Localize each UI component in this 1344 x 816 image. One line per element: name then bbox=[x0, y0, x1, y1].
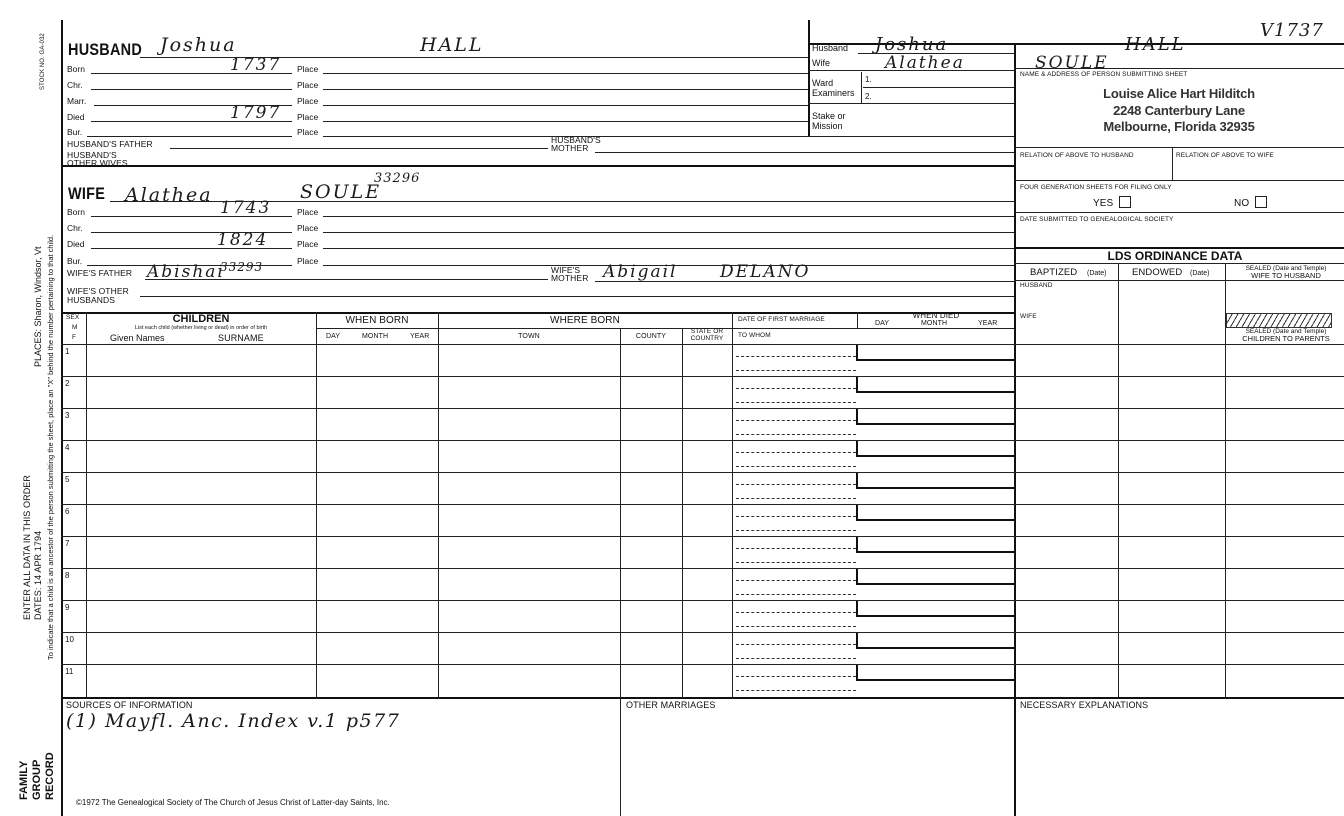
ancestor-instruction: To indicate that a child is an ancestor of the person submitting the sheet, place an "X" behind the number pertaining to that child. bbox=[46, 234, 55, 660]
husband-born-date: 1737 bbox=[230, 55, 282, 75]
husband-marr-label: Marr. bbox=[67, 96, 87, 106]
husband-other-wives-label: HUSBAND'S OTHER WIVES bbox=[67, 150, 128, 169]
explanations-label: NECESSARY EXPLANATIONS bbox=[1020, 700, 1149, 710]
endowed-label: ENDOWED bbox=[1132, 267, 1183, 278]
marriage-date-line bbox=[736, 580, 856, 581]
four-gen-label: FOUR GENERATION SHEETS FOR FILING ONLY bbox=[1020, 184, 1172, 191]
marriage-date-line bbox=[736, 388, 856, 389]
wife-died-place-label: Place bbox=[297, 239, 319, 249]
when-died-field[interactable] bbox=[856, 409, 1014, 425]
header-husband-given: Joshua bbox=[875, 34, 949, 55]
state-label: STATE OR COUNTRY bbox=[690, 328, 724, 342]
to-whom-line bbox=[736, 626, 856, 627]
relation-husband-label: RELATION OF ABOVE TO HUSBAND bbox=[1020, 152, 1134, 159]
wife-father-ref: 33293 bbox=[220, 260, 264, 274]
endowed-date-label: (Date) bbox=[1190, 270, 1210, 277]
row-number: 6 bbox=[65, 507, 70, 516]
wife-label: WIFE bbox=[68, 184, 106, 203]
row-number: 9 bbox=[65, 603, 70, 612]
when-died-field[interactable] bbox=[856, 345, 1014, 361]
record-title-1: FAMILY bbox=[18, 760, 30, 800]
sex-label: SEX bbox=[66, 314, 80, 321]
wife-ref: 33296 bbox=[374, 171, 421, 186]
first-marriage-label: DATE OF FIRST MARRIAGE bbox=[738, 316, 825, 323]
when-died-field[interactable] bbox=[856, 665, 1014, 681]
wife-died-label: Died bbox=[67, 239, 85, 249]
wife-chr-place-label: Place bbox=[297, 223, 319, 233]
sealed-wife-label: SEALED (Date and Temple) WIFE TO HUSBAND bbox=[1245, 265, 1327, 281]
when-died-field[interactable] bbox=[856, 377, 1014, 393]
wife-given-name: Alathea bbox=[125, 184, 213, 206]
husband-father-label: HUSBAND'S FATHER bbox=[67, 139, 153, 149]
to-whom-line bbox=[736, 370, 856, 371]
baptized-date-label: (Date) bbox=[1087, 270, 1107, 277]
stake-label: Stake or bbox=[812, 111, 846, 121]
when-died-field[interactable] bbox=[856, 473, 1014, 489]
sources-text: (1) Mayfl. Anc. Index v.1 p577 bbox=[66, 710, 401, 732]
when-died-field[interactable] bbox=[856, 505, 1014, 521]
to-whom-line bbox=[736, 690, 856, 691]
row-number: 2 bbox=[65, 379, 70, 388]
other-marriages-label: OTHER MARRIAGES bbox=[626, 700, 716, 710]
wife-father-name: Abishai bbox=[147, 262, 225, 282]
husband-chr-label: Chr. bbox=[67, 80, 83, 90]
sex-f-label: F bbox=[72, 334, 77, 341]
row-number: 3 bbox=[65, 411, 70, 420]
mission-label: Mission bbox=[812, 121, 843, 131]
children-subtitle: List each child (whether living or dead) in order of birth bbox=[134, 325, 268, 331]
stock-number: STOCK NO. GA-032 bbox=[40, 33, 46, 90]
husband-bur-place-label: Place bbox=[297, 127, 319, 137]
surname-label: SURNAME bbox=[218, 333, 264, 343]
wife-died-date: 1824 bbox=[217, 230, 269, 250]
died-year-label: YEAR bbox=[978, 320, 998, 327]
row-number: 8 bbox=[65, 571, 70, 580]
wife-born-place-label: Place bbox=[297, 207, 319, 217]
to-whom-line bbox=[736, 434, 856, 435]
marriage-date-line bbox=[736, 548, 856, 549]
given-names-label: Given Names bbox=[110, 333, 165, 343]
baptized-label: BAPTIZED bbox=[1030, 267, 1078, 278]
to-whom-line bbox=[736, 658, 856, 659]
header-wife-surname: SOULE bbox=[1035, 53, 1109, 73]
to-whom-label: TO WHOM bbox=[738, 332, 771, 339]
sex-m-label: M bbox=[72, 324, 78, 331]
submitter-street: 2248 Canterbury Lane bbox=[1113, 103, 1245, 118]
husband-died-date: 1797 bbox=[230, 103, 282, 123]
died-day-label: DAY bbox=[875, 320, 890, 327]
submitter-city: Melbourne, Florida 32935 bbox=[1103, 119, 1255, 134]
when-died-field[interactable] bbox=[856, 633, 1014, 649]
husband-bur-label: Bur. bbox=[67, 127, 83, 137]
lds-wife-label: WIFE bbox=[1020, 313, 1037, 320]
husband-born-label: Born bbox=[67, 64, 85, 74]
marriage-date-line bbox=[736, 516, 856, 517]
wife-mother-label: WIFE'S MOTHER bbox=[551, 265, 589, 284]
county-label: COUNTY bbox=[635, 333, 667, 340]
lds-husband-label: HUSBAND bbox=[1020, 282, 1053, 289]
examiners-label: Examiners bbox=[812, 88, 855, 98]
submitter-name: Louise Alice Hart Hilditch bbox=[1103, 86, 1255, 101]
places-note: PLACES: Sharon, Windsor, Vt bbox=[33, 246, 43, 367]
wife-surname: SOULE bbox=[300, 181, 382, 203]
record-title-3: RECORD bbox=[44, 752, 56, 800]
ward-line-1: 1. bbox=[865, 75, 872, 84]
marriage-date-line bbox=[736, 452, 856, 453]
wife-mother-surname: DELANO bbox=[720, 262, 811, 282]
died-month-label: MONTH bbox=[921, 320, 948, 327]
when-died-label: WHEN DIED bbox=[912, 311, 960, 320]
town-label: TOWN bbox=[518, 333, 540, 340]
to-whom-line bbox=[736, 402, 856, 403]
dates-note: DATES: 14 APR 1794 bbox=[33, 530, 43, 620]
header-husband-label: Husband bbox=[812, 43, 849, 53]
husband-label: HUSBAND bbox=[68, 40, 143, 59]
header-wife-given: Alathea bbox=[885, 53, 965, 73]
row-number: 7 bbox=[65, 539, 70, 548]
sealed-hatch bbox=[1226, 313, 1332, 328]
born-day-label: DAY bbox=[326, 333, 341, 340]
to-whom-line bbox=[736, 498, 856, 499]
row-number: 5 bbox=[65, 475, 70, 484]
yes-checkbox[interactable] bbox=[1119, 196, 1131, 208]
wife-bur-label: Bur. bbox=[67, 256, 83, 266]
sources-label: SOURCES OF INFORMATION bbox=[66, 700, 193, 710]
header-divider bbox=[808, 20, 810, 136]
when-died-field[interactable] bbox=[856, 601, 1014, 617]
row-number: 1 bbox=[65, 347, 70, 356]
born-month-label: MONTH bbox=[362, 333, 389, 340]
wife-other-husbands-label: WIFE'S OTHER HUSBANDS bbox=[67, 286, 129, 306]
enter-order-note: ENTER ALL DATA IN THIS ORDER bbox=[22, 475, 32, 620]
husband-bottom-rule bbox=[61, 165, 1014, 167]
marriage-date-line bbox=[736, 356, 856, 357]
marriage-date-line bbox=[736, 644, 856, 645]
row-number: 4 bbox=[65, 443, 70, 452]
wife-born-label: Born bbox=[67, 207, 85, 217]
husband-marr-place-label: Place bbox=[297, 96, 319, 106]
wife-chr-label: Chr. bbox=[67, 223, 83, 233]
husband-died-label: Died bbox=[67, 112, 85, 122]
when-died-field[interactable] bbox=[856, 441, 1014, 457]
husband-surname: HALL bbox=[420, 34, 484, 56]
husband-died-place-label: Place bbox=[297, 112, 319, 122]
header-wife-label: Wife bbox=[812, 58, 830, 68]
wife-bur-place-label: Place bbox=[297, 256, 319, 266]
husband-mother-label: HUSBAND'S MOTHER bbox=[551, 135, 601, 154]
children-bottom-rule bbox=[61, 697, 1344, 699]
marriage-date-line bbox=[736, 676, 856, 677]
lds-title: LDS ORDINANCE DATA bbox=[1107, 249, 1243, 263]
wife-mother-name: Abigail bbox=[603, 262, 678, 282]
submitter-label: NAME & ADDRESS OF PERSON SUBMITTING SHEET bbox=[1020, 71, 1188, 78]
no-checkbox[interactable] bbox=[1255, 196, 1267, 208]
marriage-date-line bbox=[736, 420, 856, 421]
relation-wife-label: RELATION OF ABOVE TO WIFE bbox=[1176, 152, 1274, 159]
children-title: CHILDREN bbox=[172, 313, 230, 325]
ward-label: Ward bbox=[812, 78, 834, 88]
to-whom-line bbox=[736, 594, 856, 595]
yes-label: YES bbox=[1093, 198, 1114, 209]
marriage-date-line bbox=[736, 612, 856, 613]
sealed-children-label: SEALED (Date and Temple) CHILDREN TO PARENTS bbox=[1242, 328, 1330, 344]
header-husband-surname: HALL bbox=[1125, 34, 1186, 55]
where-born-label: WHERE BORN bbox=[550, 315, 620, 326]
when-born-label: WHEN BORN bbox=[345, 315, 409, 326]
copyright: ©1972 The Genealogical Society of The Church of Jesus Christ of Latter-day Saints, Inc. bbox=[76, 798, 390, 807]
husband-given-name: Joshua bbox=[160, 34, 237, 56]
husband-chr-place-label: Place bbox=[297, 80, 319, 90]
to-whom-line bbox=[736, 562, 856, 563]
row-number: 11 bbox=[65, 667, 74, 676]
wife-born-date: 1743 bbox=[220, 198, 272, 218]
when-died-field[interactable] bbox=[856, 537, 1014, 553]
wife-father-label: WIFE'S FATHER bbox=[67, 268, 133, 278]
to-whom-line bbox=[736, 530, 856, 531]
corner-mark: V1737 bbox=[1260, 20, 1324, 41]
husband-born-place-label: Place bbox=[297, 64, 319, 74]
when-died-field[interactable] bbox=[856, 569, 1014, 585]
no-label: NO bbox=[1234, 198, 1250, 209]
row-number: 10 bbox=[65, 635, 74, 644]
date-submitted-label: DATE SUBMITTED TO GENEALOGICAL SOCIETY bbox=[1020, 216, 1174, 223]
born-year-label: YEAR bbox=[410, 333, 430, 340]
ward-line-2: 2. bbox=[865, 92, 872, 101]
record-title-2: GROUP bbox=[31, 759, 43, 800]
marriage-date-line bbox=[736, 484, 856, 485]
right-panel-divider bbox=[1014, 44, 1016, 816]
to-whom-line bbox=[736, 466, 856, 467]
